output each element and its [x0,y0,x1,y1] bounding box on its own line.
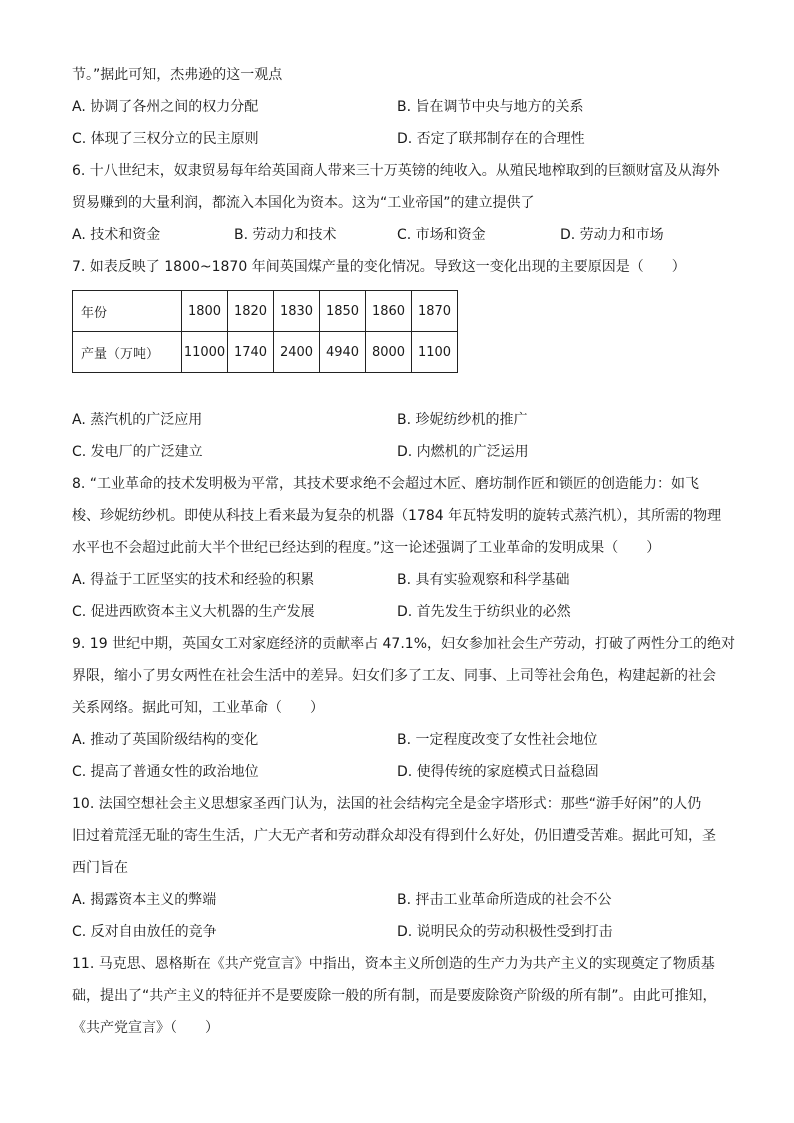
question-6 [72,160,722,246]
question-5-stem-tail: 节。”据此可知，杰弗逊的这一观点 [72,67,283,83]
question-6-options-row [72,224,722,246]
question-9-stem-line: 9. 19 世纪中期，英国女工对家庭经济的贡献率占 47.1%，妇女参加社会生产劳动，打破了两性分工的绝对 [72,636,735,652]
question-9-stem-line: 界限，缩小了男女两性在社会生活中的差异。妇女们多了工友、同事、上司等社会角色，构建起新的社会 [72,668,716,684]
question-8-option-a[interactable]: A. 得益于工匠坚实的技术和经验的积累 [72,572,315,588]
table-cell-year: 1870 [412,291,458,332]
question-7-options-row-2 [72,441,722,463]
table-cell-year: 1830 [274,291,320,332]
table-cell-year: 1850 [320,291,366,332]
question-7-stem: 7. 如表反映了 1800~1870 年间英国煤产量的变化情况。导致这一变化出现的主要原因是（ ） [72,259,686,275]
question-8-option-b[interactable]: B. 具有实验观察和科学基础 [397,572,570,588]
question-9-option-b[interactable]: B. 一定程度改变了女性社会地位 [397,732,598,748]
question-6-stem-line: 贸易赚到的大量利润，都流入本国化为资本。这为“工业帝国”的建立提供了 [72,195,535,211]
question-8-stem-line: 8. “工业革命的技术发明极为平常，其技术要求绝不会超过木匠、磨坊制作匠和锁匠的创造能力：如飞 [72,476,700,492]
question-9-options-row-1 [72,729,722,751]
question-10-stem-line: 旧过着荒淫无耻的寄生生活，广大无产者和劳动群众却没有得到什么好处，仍旧遭受苦难。据此可知，圣 [72,828,716,844]
question-8 [72,473,722,623]
question-5-options-row-1 [72,96,722,118]
question-5 [72,64,722,150]
question-5-option-d[interactable]: D. 否定了联邦制存在的合理性 [397,131,585,147]
question-10-option-a[interactable]: A. 揭露资本主义的弊端 [72,892,217,908]
question-7 [72,256,722,463]
table-cell-output: 11000 [182,332,228,373]
question-11 [72,953,722,1039]
table-cell-output: 1740 [228,332,274,373]
question-5-options-row-2 [72,128,722,150]
question-11-stem-line: 11. 马克思、恩格斯在《共产党宣言》中指出，资本主义所创造的生产力为共产主义的实现奠定了物质基 [72,956,715,972]
question-8-option-d[interactable]: D. 首先发生于纺织业的必然 [397,604,571,620]
question-7-option-c[interactable]: C. 发电厂的广泛建立 [72,444,203,460]
table-header-output: 产量（万吨） [73,332,182,373]
question-9-option-a[interactable]: A. 推动了英国阶级结构的变化 [72,732,259,748]
exam-page [72,64,735,1039]
question-9-option-c[interactable]: C. 提高了普通女性的政治地位 [72,764,259,780]
question-10 [72,793,722,943]
question-10-option-b[interactable]: B. 抨击工业革命所造成的社会不公 [397,892,612,908]
question-11-stem-line: 础，提出了“共产主义的特征并不是要废除一般的所有制，而是要废除资产阶级的所有制”。由此可推知， [72,988,717,1004]
table-cell-output: 1100 [412,332,458,373]
table-cell-output: 2400 [274,332,320,373]
table-cell-year: 1820 [228,291,274,332]
question-8-option-c[interactable]: C. 促进西欧资本主义大机器的生产发展 [72,604,315,620]
question-6-option-b[interactable]: B. 劳动力和技术 [234,227,337,243]
question-11-stem-line: 《共产党宣言》（ ） [72,1020,219,1036]
question-8-stem-line: 水平也不会超过此前大半个世纪已经达到的程度。”这一论述强调了工业革命的发明成果（ ） [72,540,661,556]
question-10-stem-line: 西门旨在 [72,860,128,876]
table-cell-year: 1860 [366,291,412,332]
question-6-stem-line: 6. 十八世纪末，奴隶贸易每年给英国商人带来三十万英镑的纯收入。从殖民地榨取到的巨额财富及从海外 [72,163,720,179]
question-5-option-b[interactable]: B. 旨在调节中央与地方的关系 [397,99,584,115]
question-8-stem-line: 梭、珍妮纺纱机。即使从科技上看来最为复杂的机器（1784 年瓦特发明的旋转式蒸汽机），其所需的物理 [72,508,722,524]
question-7-options-row-1 [72,409,722,431]
table-row-output [73,332,458,373]
question-7-option-b[interactable]: B. 珍妮纺纱机的推广 [397,412,528,428]
question-9 [72,633,735,783]
question-10-stem-line: 10. 法国空想社会主义思想家圣西门认为，法国的社会结构完全是金字塔形式：那些“游手好闲”的人仍 [72,796,702,812]
question-8-options-row-1 [72,569,722,591]
question-6-option-d[interactable]: D. 劳动力和市场 [560,227,664,243]
table-cell-output: 4940 [320,332,366,373]
question-9-option-d[interactable]: D. 使得传统的家庭模式日益稳固 [397,764,599,780]
coal-output-table [72,290,458,373]
question-9-options-row-2 [72,761,722,783]
question-10-options-row-1 [72,889,722,911]
question-5-option-c[interactable]: C. 体现了三权分立的民主原则 [72,131,259,147]
question-8-options-row-2 [72,601,722,623]
question-7-option-a[interactable]: A. 蒸汽机的广泛应用 [72,412,203,428]
question-5-option-a[interactable]: A. 协调了各州之间的权力分配 [72,99,259,115]
question-6-option-c[interactable]: C. 市场和资金 [397,227,486,243]
question-7-option-d[interactable]: D. 内燃机的广泛运用 [397,444,529,460]
question-6-option-a[interactable]: A. 技术和资金 [72,227,161,243]
question-9-stem-line: 关系网络。据此可知，工业革命（ ） [72,700,324,716]
table-header-year: 年份 [73,291,182,332]
question-10-option-c[interactable]: C. 反对自由放任的竞争 [72,924,217,940]
table-cell-year: 1800 [182,291,228,332]
table-row-years [73,291,458,332]
table-cell-output: 8000 [366,332,412,373]
question-10-options-row-2 [72,921,722,943]
question-10-option-d[interactable]: D. 说明民众的劳动积极性受到打击 [397,924,613,940]
